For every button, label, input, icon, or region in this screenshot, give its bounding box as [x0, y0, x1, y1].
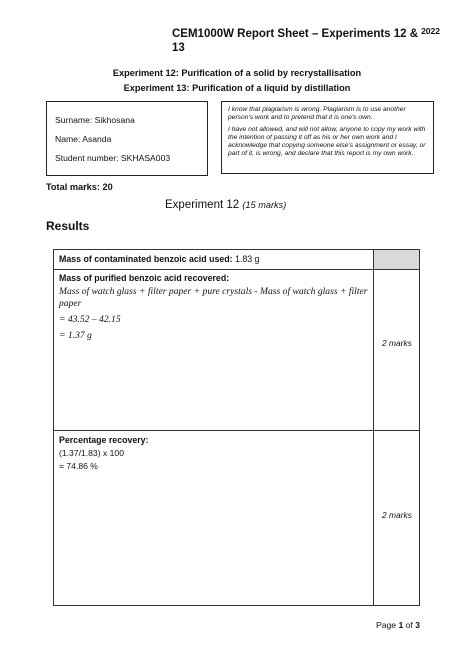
title-line1: CEM1000W Report Sheet – Experiments 12 & [172, 28, 419, 40]
purified-mass-result: = 1.37 g [59, 330, 92, 341]
purified-mass-equation: Mass of watch glass + filter paper + pure crystals - Mass of watch glass + filter paper [59, 286, 368, 309]
contaminated-mass-cell [54, 250, 374, 270]
experiment-heading [165, 199, 286, 211]
plagiarism-paragraph-1: I know that plagiarism is wrong. Plagiarism is to use another person's work and to pretend that it is one's own. [228, 106, 406, 122]
page-number [376, 620, 420, 630]
page-current: 1 [398, 620, 404, 630]
surname-field: Surname: Sikhosana [55, 115, 135, 125]
percentage-recovery-label: Percentage recovery: [59, 435, 149, 445]
contaminated-mass-value: 1.83 g [234, 254, 260, 264]
page-of: of [403, 620, 416, 630]
student-number-field: Student number: SKHASA003 [55, 153, 171, 163]
experiment-label: Experiment 12 [165, 199, 240, 211]
plagiarism-paragraph-2: I have not allowed, and will not allow, anyone to copy my work with the intention of passing it off as his or her own work and I acknowledge that copying someone else's assignment or essay, or part of it, is wrong, and declare that this report is my own work. [228, 125, 426, 158]
table-row [54, 431, 420, 606]
purified-mass-marks: 2 marks [382, 338, 412, 348]
experiment-marks: (15 marks) [242, 200, 287, 210]
percentage-recovery-result: = 74.86 % [59, 461, 98, 471]
experiment-13-title: Experiment 13: Purification of a liquid by distillation [123, 83, 351, 93]
report-title [172, 27, 442, 55]
purified-mass-subtraction: = 43.52 – 42.15 [59, 314, 121, 325]
marks-header-cell [374, 250, 420, 270]
results-table [53, 249, 420, 606]
percentage-recovery-formula: (1.37/1.83) x 100 [59, 448, 124, 458]
percentage-recovery-marks-cell [374, 431, 420, 606]
experiment-12-title: Experiment 12: Purification of a solid by recrystallisation [112, 68, 362, 78]
name-field: Name: Asanda [55, 134, 112, 144]
purified-mass-marks-cell [374, 270, 420, 431]
page-prefix: Page [376, 620, 399, 630]
table-row [54, 250, 420, 270]
title-year: 2022 [421, 26, 440, 36]
percentage-recovery-cell [54, 431, 374, 606]
purified-mass-cell [54, 270, 374, 431]
title-line2: 13 [172, 42, 185, 54]
page-total: 3 [415, 620, 420, 630]
table-row [54, 270, 420, 431]
percentage-recovery-marks: 2 marks [382, 510, 412, 520]
total-marks: Total marks: 20 [46, 182, 113, 192]
purified-mass-label: Mass of purified benzoic acid recovered: [59, 273, 230, 283]
plagiarism-declaration [221, 101, 434, 174]
contaminated-mass-label: Mass of contaminated benzoic acid used: [59, 254, 233, 264]
student-info-box [46, 101, 208, 176]
results-heading: Results [46, 219, 90, 233]
